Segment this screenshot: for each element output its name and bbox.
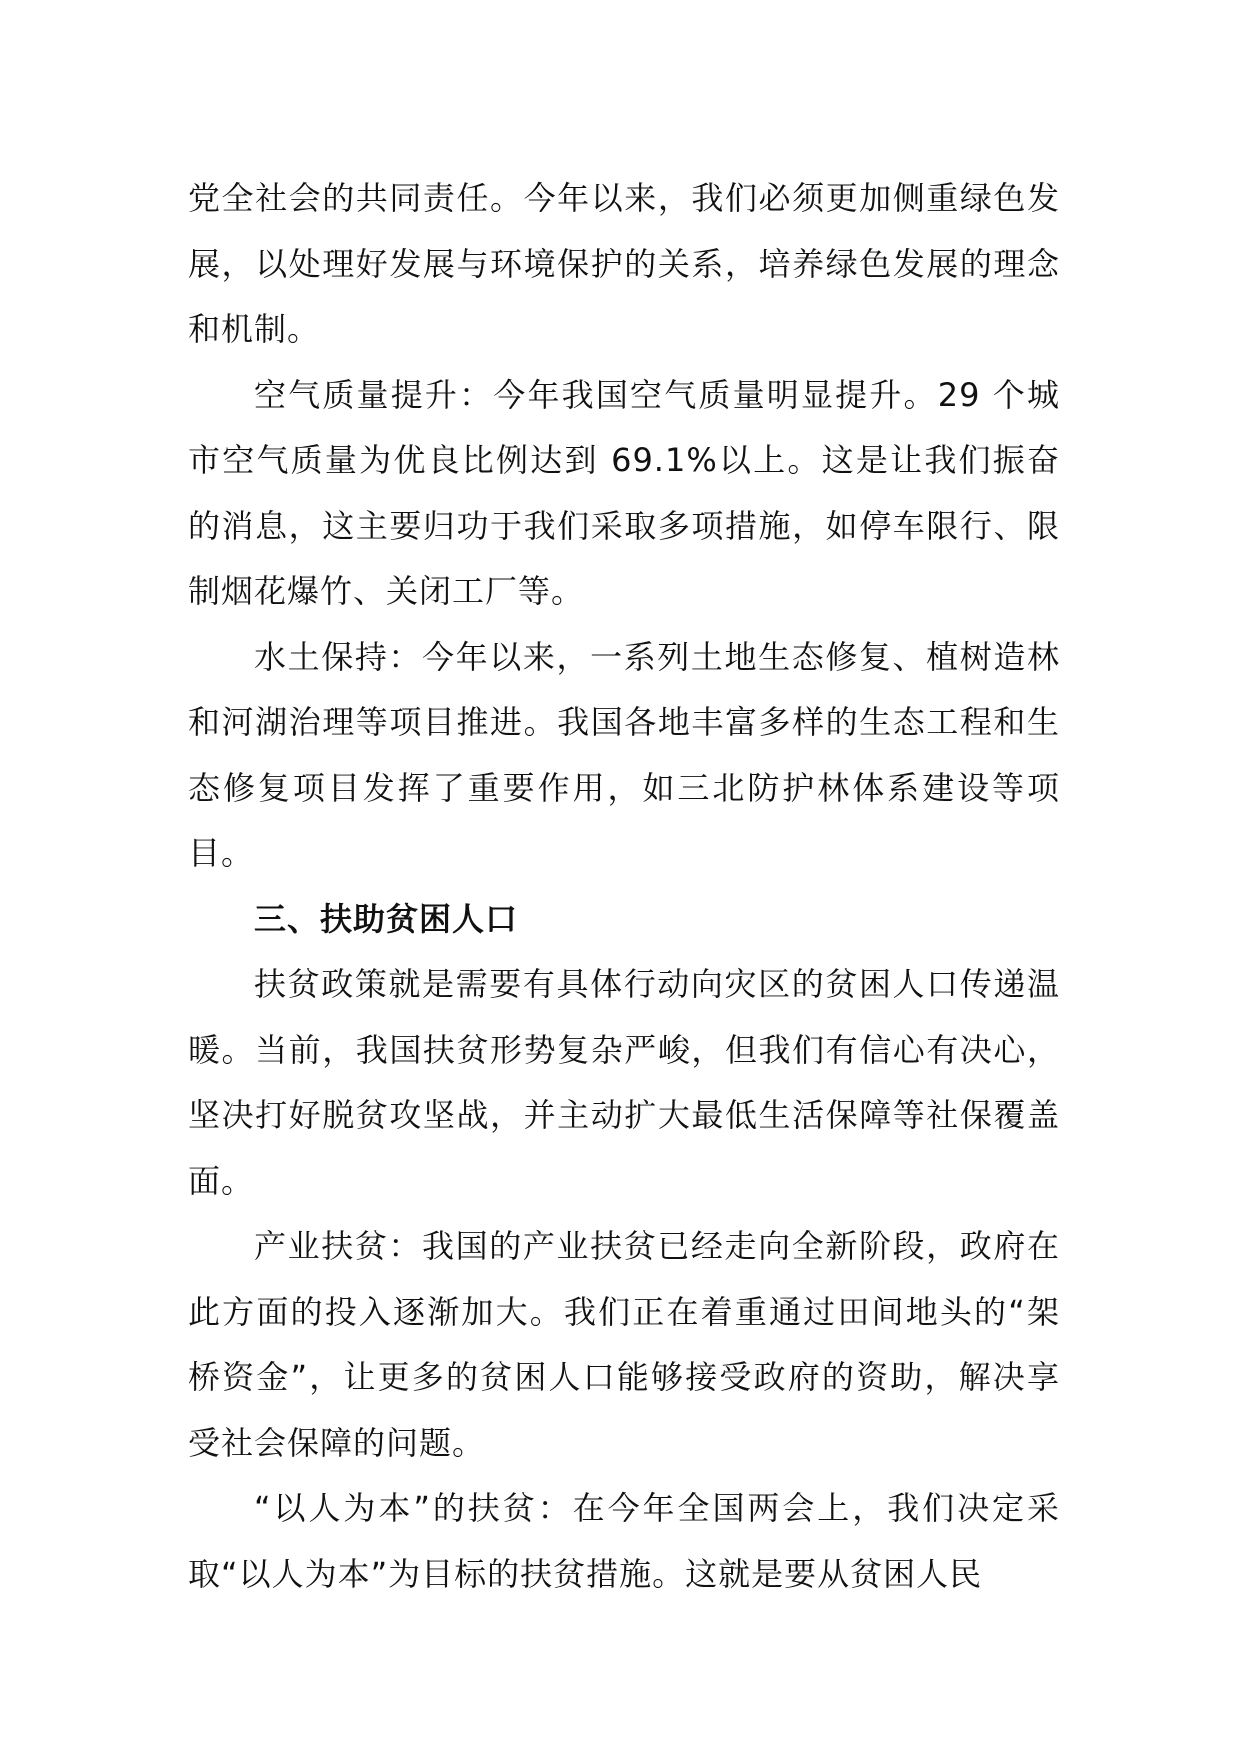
section-heading-poverty-aid: 三、扶助贫困人口	[254, 899, 519, 938]
document-body	[188, 166, 1060, 1607]
paragraph-industrial-poverty-aid: 产业扶贫：我国的产业扶贫已经走向全新阶段，政府在此方面的投入逐渐加大。我们正在着重通过田间地头的“架桥资金”，让更多的贫困人口能够接受政府的资助，解决享受社会保障的问题。	[188, 1227, 1060, 1462]
paragraph-air-quality: 空气质量提升：今年我国空气质量明显提升。29 个城市空气质量为优良比例达到 69.1%以上。这是让我们振奋的消息，这主要归功于我们采取多项措施，如停车限行、限制烟花爆竹、关闭工厂等。	[188, 375, 1060, 610]
paragraph-green-development-continued: 党全社会的共同责任。今年以来，我们必须更加侧重绿色发展，以处理好发展与环境保护的关系，培养绿色发展的理念和机制。	[188, 179, 1060, 348]
paragraph-soil-water-conservation: 水土保持：今年以来，一系列土地生态修复、植树造林和河湖治理等项目推进。我国各地丰富多样的生态工程和生态修复项目发挥了重要作用，如三北防护林体系建设等项目。	[188, 637, 1060, 872]
paragraph-people-oriented-aid: “以人为本”的扶贫：在今年全国两会上，我们决定采取“以人为本”为目标的扶贫措施。这就是要从贫困人民	[188, 1489, 1060, 1593]
paragraph-poverty-policy: 扶贫政策就是需要有具体行动向灾区的贫困人口传递温暖。当前，我国扶贫形势复杂严峻，但我们有信心有决心，坚决打好脱贫攻坚战，并主动扩大最低生活保障等社保覆盖面。	[188, 965, 1060, 1200]
